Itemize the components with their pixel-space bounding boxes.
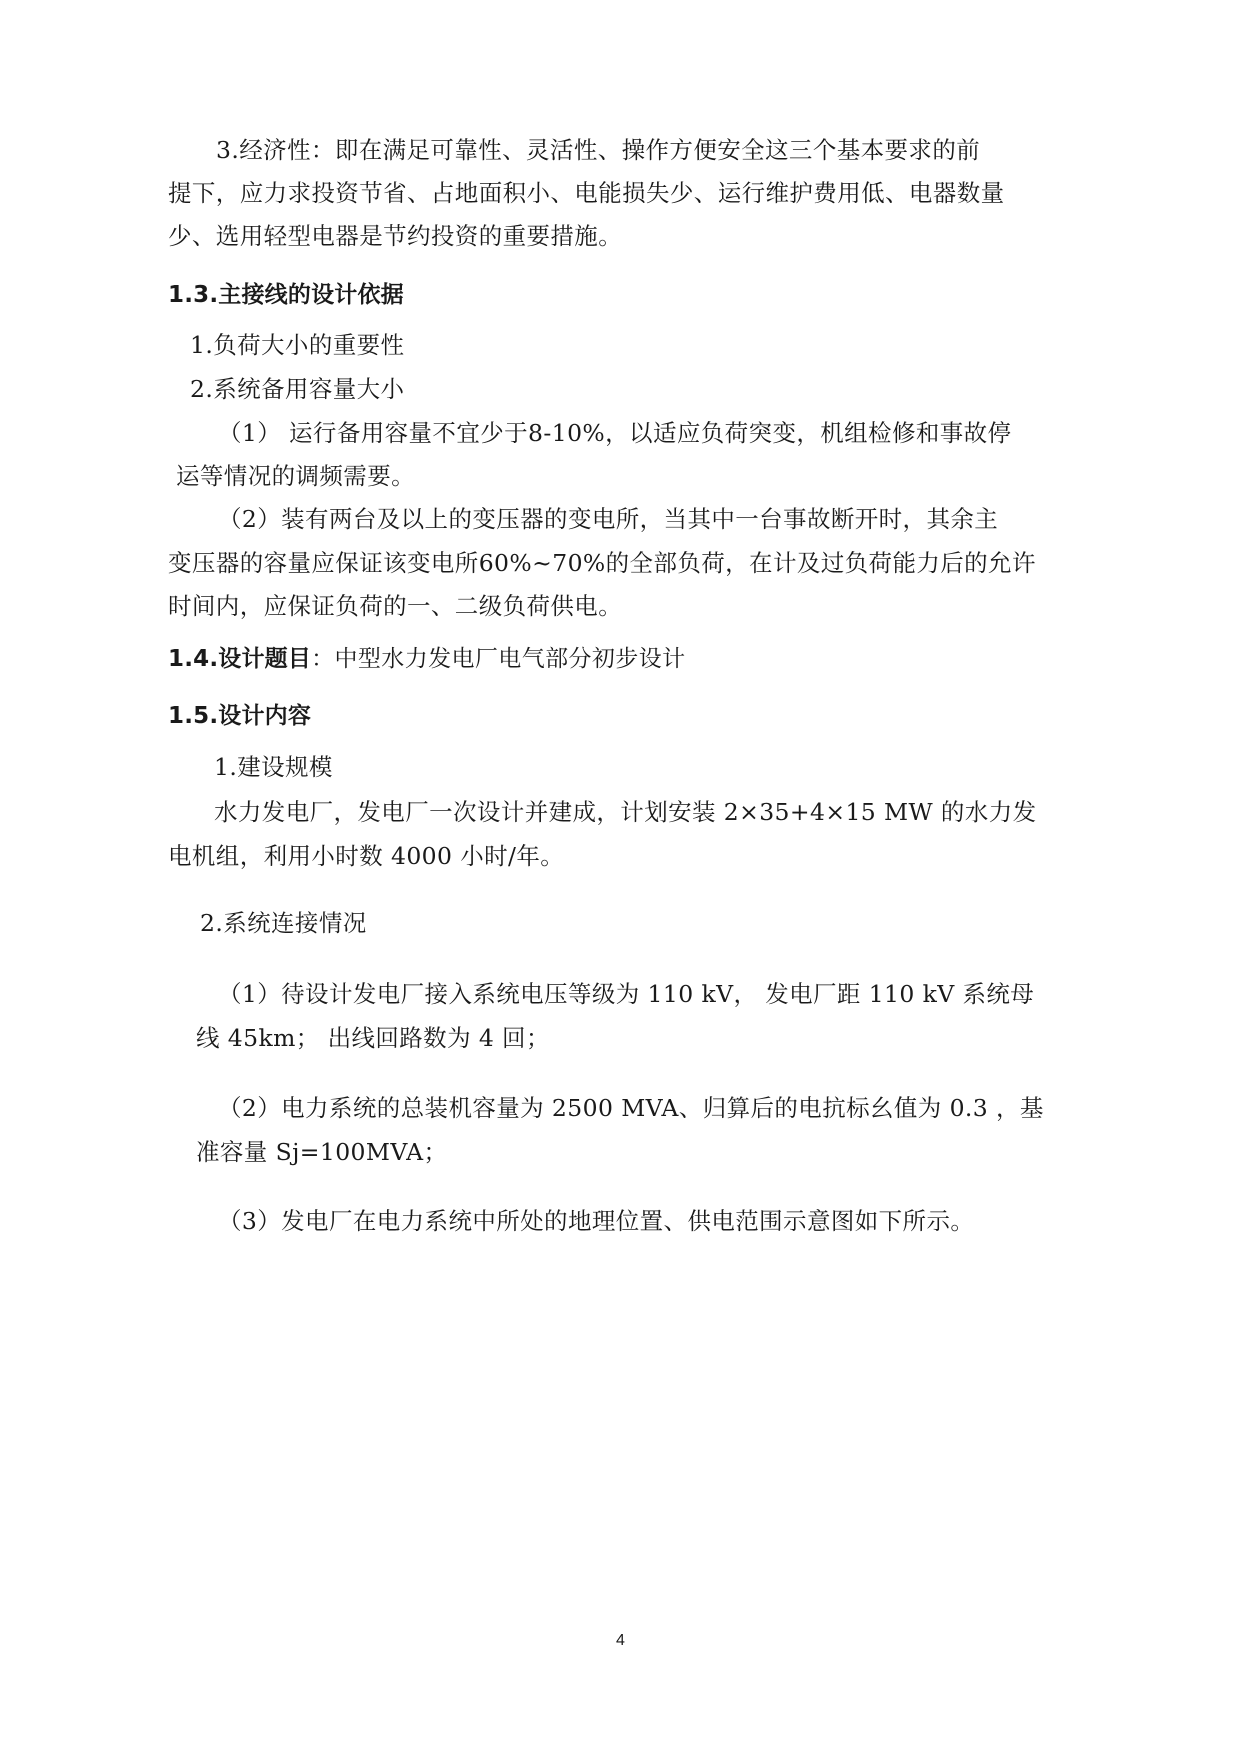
connection-item-1-line-2: 线 45km； 出线回路数为 4 回； [196,1024,550,1052]
economy-line-3: 少、选用轻型电器是节约投资的重要措施。 [168,222,623,250]
reserve-clause-2-line-3: 时间内，应保证负荷的一、二级负荷供电。 [168,592,623,620]
section-heading-1-4 [168,648,686,671]
scale-title: 1.建设规模 [214,753,333,781]
design-topic-text: ：中型水力发电厂电气部分初步设计 [311,646,686,672]
page-number: 4 [616,1632,625,1649]
economy-line-2: 提下，应力求投资节省、占地面积小、电能损失少、运行维护费用低、电器数量 [168,179,1005,207]
connection-item-2-line-2: 准容量 Sj=100MVA； [196,1138,448,1166]
section-heading-1-3: 1.3.主接线的设计依据 [168,282,404,308]
reserve-clause-2-line-2: 变压器的容量应保证该变电所60%~70%的全部负荷，在计及过负荷能力后的允许 [168,549,1036,577]
reserve-clause-1-line-2: 运等情况的调频需要。 [176,462,415,490]
scale-line-2: 电机组，利用小时数 4000 小时/年。 [168,842,565,870]
reserve-clause-2-line-1: （2）装有两台及以上的变压器的变电所，当其中一台事故断开时，其余主 [218,505,999,533]
connection-item-2-line-1: （2）电力系统的总装机容量为 2500 MVA、归算后的电抗标幺值为 0.3 ，基 [218,1094,1044,1122]
basis-item-1: 1.负荷大小的重要性 [190,331,405,359]
connection-title: 2.系统连接情况 [200,909,367,937]
economy-line-1: 3.经济性：即在满足可靠性、灵活性、操作方便安全这三个基本要求的前 [216,136,981,164]
reserve-clause-1-line-1: （1） 运行备用容量不宜少于8-10%，以适应负荷突变，机组检修和事故停 [218,419,1012,447]
scale-line-1: 水力发电厂，发电厂一次设计并建成，计划安装 2×35+4×15 MW 的水力发 [214,798,1037,826]
connection-item-3: （3）发电厂在电力系统中所处的地理位置、供电范围示意图如下所示。 [218,1207,975,1235]
section-heading-1-5: 1.5.设计内容 [168,703,312,729]
basis-item-2: 2.系统备用容量大小 [190,375,405,403]
section-heading-1-4-label: 1.4.设计题目 [168,646,312,672]
connection-item-1-line-1: （1）待设计发电厂接入系统电压等级为 110 kV， 发电厂距 110 kV 系统母 [218,980,1035,1008]
